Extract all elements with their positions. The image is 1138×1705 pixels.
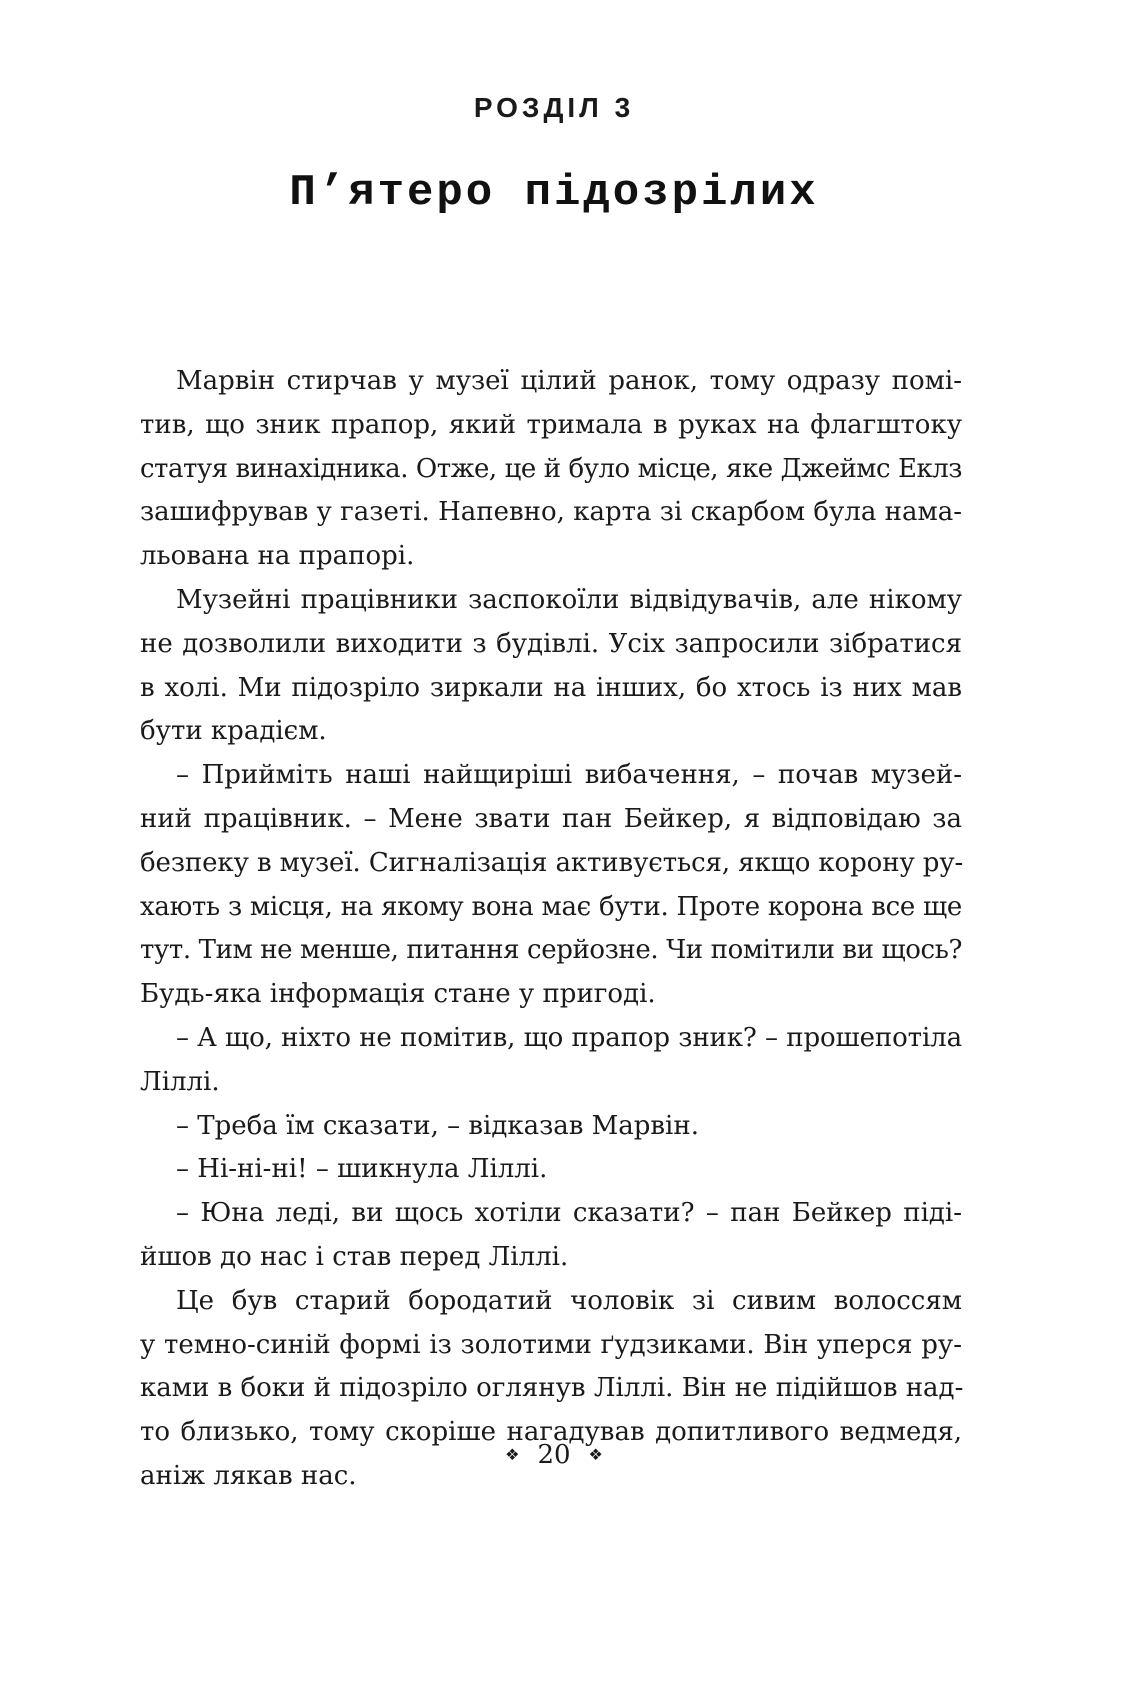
text-line: тив, що зник прапор, який тримала в руках на флагштоку	[140, 409, 962, 440]
text-line: Ліллі.	[140, 1066, 220, 1097]
chapter-label: РОЗДІЛ 3	[473, 92, 635, 123]
text-line: льована на прапорі.	[140, 541, 415, 572]
text-line: не дозволили виходити з будівлі. Усіх запросили зібратися	[140, 628, 962, 659]
text-line: Музейні працівники заспокоїли відвідувачів, але нікому	[176, 584, 962, 615]
text-line: то близько, тому скоріше нагадував допитливого ведмедя,	[140, 1417, 962, 1448]
text-line: у темно-синій формі із золотими ґудзиками. Він уперся ру-	[140, 1329, 962, 1360]
text-line: – Юна леді, ви щось хотіли сказати? – пан Бейкер піді-	[176, 1198, 962, 1229]
text-line: хають з місця, на якому вона має бути. Проте корона все ще	[140, 891, 962, 922]
ornament-right-icon: ❖	[588, 1444, 603, 1464]
chapter-body-text	[140, 360, 962, 1499]
text-line: Будь-яка інформація стане у пригоді.	[140, 979, 656, 1010]
text-line: зашифрував у газеті. Напевно, карта зі скарбом була нама-	[140, 497, 962, 528]
page-number: 20	[537, 1440, 571, 1470]
text-line: – Треба їм сказати, – відказав Марвін.	[176, 1110, 699, 1141]
page-footer	[0, 1440, 1108, 1470]
text-line: Це був старий бородатий чоловік зі сивим волоссям	[176, 1285, 962, 1316]
text-line: Марвін стирчав у музеї цілий ранок, тому одразу помі-	[176, 366, 962, 396]
text-line: – Прийміть наші найщиріші вибачення, – почав музей-	[176, 760, 962, 791]
text-line: тут. Тим не менше, питання серйозне. Чи помітили ви щось?	[140, 935, 962, 966]
text-line: – Ні-ні-ні! – шикнула Ліллі.	[176, 1154, 548, 1185]
text-line: бути крадієм.	[140, 716, 327, 747]
text-line: безпеку в музеї. Сигналізація активується, якщо корону ру-	[140, 847, 964, 878]
text-line: аніж лякав нас.	[140, 1460, 357, 1491]
chapter-title: П’ятеро підозрілих	[289, 168, 819, 218]
text-line: йшов до нас і став перед Ліллі.	[140, 1241, 569, 1272]
text-line: в холі. Ми підозріло зиркали на інших, бо хтось із них мав	[140, 672, 962, 703]
text-line: статуя винахідника. Отже, це й було місце, яке Джеймс Еклз	[140, 453, 962, 484]
text-line: – А що, ніхто не помітив, що прапор зник? – прошепотіла	[176, 1022, 962, 1053]
text-line: ний працівник. – Мене звати пан Бейкер, я відповідаю за	[140, 803, 962, 834]
text-line: ками в боки й підозріло оглянув Ліллі. Він не підійшов над-	[140, 1373, 964, 1404]
ornament-left-icon: ❖	[505, 1444, 520, 1464]
